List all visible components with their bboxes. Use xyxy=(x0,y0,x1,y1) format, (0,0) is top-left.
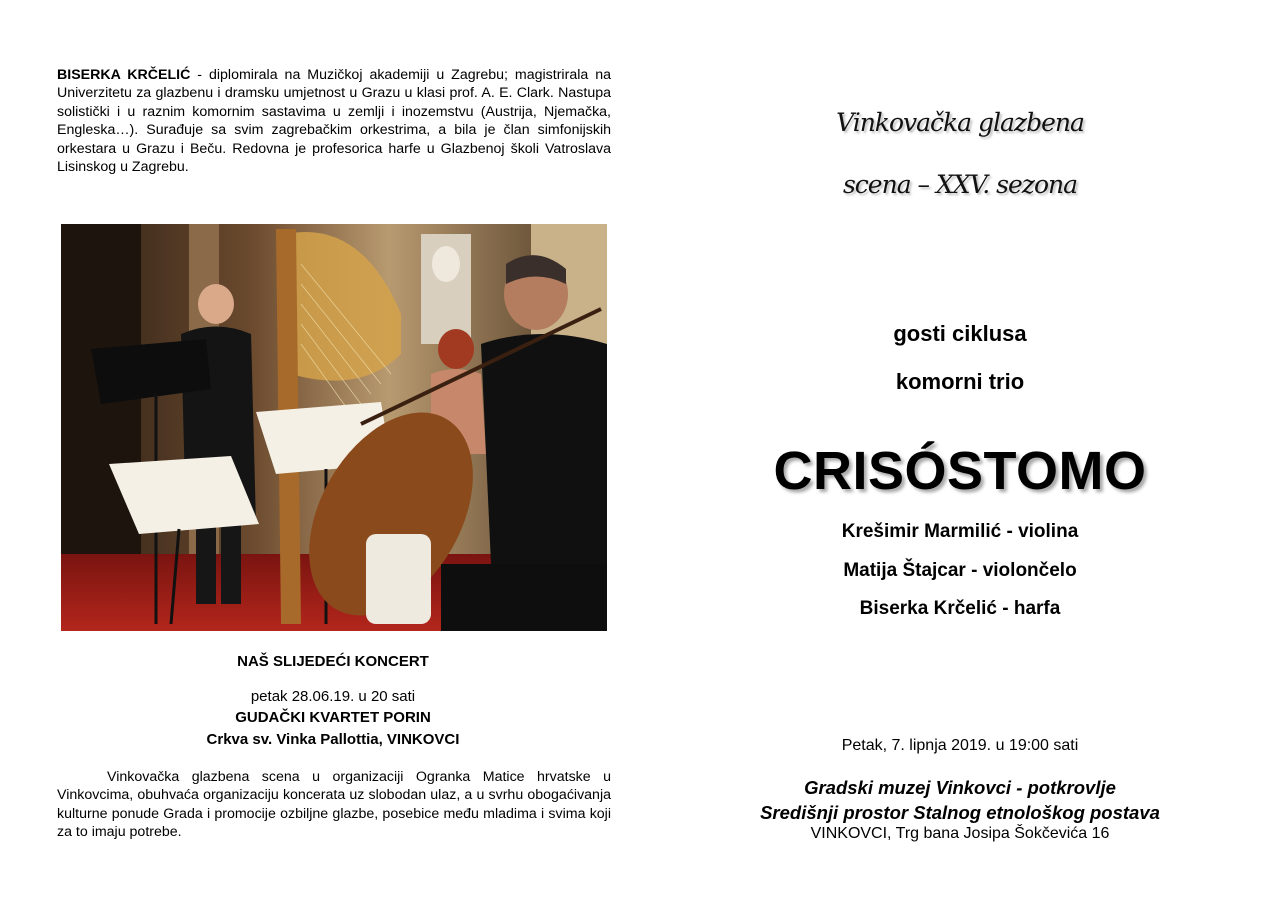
concert-date: Petak, 7. lipnja 2019. u 19:00 sati xyxy=(841,737,1079,754)
about-paragraph: Vinkovačka glazbena scena u organizaciji Ogranka Matice hrvatske u Vinkovcima, obuhvaća organizaciju koncerata uz slobodan ulaz, a u svrhu obogaćivanja kulturne ponude Grada i promocije ozbiljne glazbe, posebice među mladima i svima koji za to imaju potrebe. xyxy=(57,769,611,841)
trio-concert-photo xyxy=(61,224,607,631)
member-harp: Biserka Krčelić - harfa xyxy=(859,598,1061,619)
season-title-line2: scena – XXV. sezona xyxy=(842,170,1078,199)
member-violin: Krešimir Marmilić - violina xyxy=(841,521,1079,542)
ensemble-title: CRISÓSTOMO xyxy=(773,441,1147,501)
bio-paragraph xyxy=(57,66,611,176)
next-concert-date: petak 28.06.19. u 20 sati xyxy=(250,688,416,705)
member-cello: Matija Štajcar - violončelo xyxy=(843,560,1077,581)
venue-line1: Gradski muzej Vinkovci - potkrovlje xyxy=(804,777,1116,798)
next-concert-ensemble: GUDAČKI KVARTET PORIN xyxy=(235,709,431,726)
guests-line1: gosti ciklusa xyxy=(893,321,1027,346)
next-concert-venue: Crkva sv. Vinka Pallottia, VINKOVCI xyxy=(206,731,460,748)
next-concert-heading: NAŠ SLIJEDEĆI KONCERT xyxy=(237,653,429,670)
venue-line2: Središnji prostor Stalnog etnološkog postava xyxy=(760,802,1160,823)
bio-name: BISERKA KRČELIĆ xyxy=(57,67,191,83)
venue-address: VINKOVCI, Trg bana Josipa Šokčevića 16 xyxy=(810,825,1110,842)
bio-text: - diplomirala na Muzičkoj akademiji u Zagrebu; magistrirala na Univerzitetu za glazbenu i dramsku umjetnost u Grazu u klasi prof. A. E. Clark. Nastupa solistički i u raznim komornim sastavima u zemlji i inozemstvu (Austrija, Njemačka, Engleska…). Surađuje sa svim zagrebačkim orkestrima, a bila je član simfonijskih orkestara u Grazu i Beču. Redovna je profesorica harfe u Glazbenoj školi Vatroslava Lisinskog u Zagrebu. xyxy=(57,67,611,176)
season-title-line1: Vinkovačka glazbena xyxy=(836,108,1084,137)
guests-line2: komorni trio xyxy=(895,369,1025,394)
